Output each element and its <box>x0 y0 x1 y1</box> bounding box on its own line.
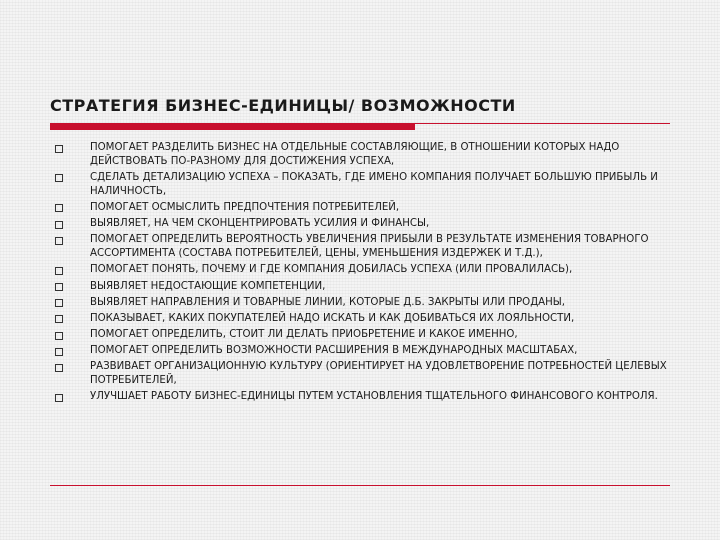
square-bullet-icon <box>55 267 63 275</box>
list-item <box>50 217 678 231</box>
square-bullet-icon <box>55 315 63 323</box>
square-bullet-icon <box>55 348 63 356</box>
square-bullet-icon <box>55 174 63 182</box>
square-bullet-icon <box>55 299 63 307</box>
list-item-text: ВЫЯВЛЯЕТ НАПРАВЛЕНИЯ И ТОВАРНЫЕ ЛИНИИ, КОТОРЫЕ Д.Б. ЗАКРЫТЫ ИЛИ ПРОДАНЫ, <box>90 296 566 308</box>
list-item-text: РАЗВИВАЕТ ОРГАНИЗАЦИОННУЮ КУЛЬТУРУ (ОРИЕНТИРУЕТ НА УДОВЛЕТВОРЕНИЕ ПОТРЕБНОСТЕЙ ЦЕЛЕВЫХ ПОТРЕБИТЕЛЕЙ, <box>90 361 667 387</box>
list-item-text: ПОМОГАЕТ ОСМЫСЛИТЬ ПРЕДПОЧТЕНИЯ ПОТРЕБИТЕЛЕЙ, <box>90 201 400 213</box>
square-bullet-icon <box>55 283 63 291</box>
list-item-text: ПОМОГАЕТ ОПРЕДЕЛИТЬ ВОЗМОЖНОСТИ РАСШИРЕНИЯ В МЕЖДУНАРОДНЫХ МАСШТАБАХ, <box>90 345 578 357</box>
list-item-text: ПОКАЗЫВАЕТ, КАКИХ ПОКУПАТЕЛЕЙ НАДО ИСКАТЬ И КАК ДОБИВАТЬСЯ ИХ ЛОЯЛЬНОСТИ, <box>90 312 575 324</box>
list-item <box>50 233 678 261</box>
list-item-text: ПОМОГАЕТ РАЗДЕЛИТЬ БИЗНЕС НА ОТДЕЛЬНЫЕ СОСТАВЛЯЮЩИЕ, В ОТНОШЕНИИ КОТОРЫХ НАДО ДЕЙСТВОВАТЬ ПО-РАЗНОМУ ДЛЯ ДОСТИЖЕНИЯ УСПЕХА, <box>90 142 620 167</box>
list-item-text: ПОМОГАЕТ ПОНЯТЬ, ПОЧЕМУ И ГДЕ КОМПАНИЯ ДОБИЛАСЬ УСПЕХА (ИЛИ ПРОВАЛИЛАСЬ), <box>90 264 573 276</box>
list-item-text: ВЫЯВЛЯЕТ, НА ЧЕМ СКОНЦЕНТРИРОВАТЬ УСИЛИЯ И ФИНАНСЫ, <box>90 218 430 230</box>
square-bullet-icon <box>55 145 63 153</box>
title-underline-thick <box>50 124 415 130</box>
list-item <box>50 201 678 215</box>
list-item <box>50 360 678 388</box>
list-item <box>50 171 678 199</box>
list-item <box>50 280 678 294</box>
square-bullet-icon <box>55 221 63 229</box>
slide-title: СТРАТЕГИЯ БИЗНЕС-ЕДИНИЦЫ/ ВОЗМОЖНОСТИ <box>50 96 516 115</box>
square-bullet-icon <box>55 394 63 402</box>
list-item <box>50 390 678 404</box>
bullet-list <box>50 141 678 407</box>
square-bullet-icon <box>55 204 63 212</box>
list-item-text: УЛУЧШАЕТ РАБОТУ БИЗНЕС-ЕДИНИЦЫ ПУТЕМ УСТАНОВЛЕНИЯ ТЩАТЕЛЬНОГО ФИНАНСОВОГО КОНТРОЛЯ. <box>90 391 658 403</box>
list-item <box>50 312 678 326</box>
square-bullet-icon <box>55 364 63 372</box>
list-item-text: ПОМОГАЕТ ОПРЕДЕЛИТЬ ВЕРОЯТНОСТЬ УВЕЛИЧЕНИЯ ПРИБЫЛИ В РЕЗУЛЬТАТЕ ИЗМЕНЕНИЯ ТОВАРНОГО АССОРТИМЕНТА (СОСТАВА ПОТРЕБИТЕЛЕЙ, ЦЕНЫ, УМЕНЬШЕНИЯ ИЗДЕРЖЕК И Т.Д.), <box>90 234 649 260</box>
list-item <box>50 263 678 277</box>
list-item <box>50 141 678 169</box>
list-item <box>50 328 678 342</box>
list-item-text: ПОМОГАЕТ ОПРЕДЕЛИТЬ, СТОИТ ЛИ ДЕЛАТЬ ПРИОБРЕТЕНИЕ И КАКОЕ ИМЕННО, <box>90 329 518 341</box>
square-bullet-icon <box>55 237 63 245</box>
list-item-text: ВЫЯВЛЯЕТ НЕДОСТАЮЩИЕ КОМПЕТЕНЦИИ, <box>90 280 326 292</box>
bottom-divider <box>50 485 670 486</box>
list-item <box>50 296 678 310</box>
list-item-text: СДЕЛАТЬ ДЕТАЛИЗАЦИЮ УСПЕХА – ПОКАЗАТЬ, ГДЕ ИМЕНО КОМПАНИЯ ПОЛУЧАЕТ БОЛЬШУЮ ПРИБЫЛЬ И НАЛИЧНОСТЬ, <box>90 171 658 197</box>
square-bullet-icon <box>55 332 63 340</box>
list-item <box>50 344 678 358</box>
